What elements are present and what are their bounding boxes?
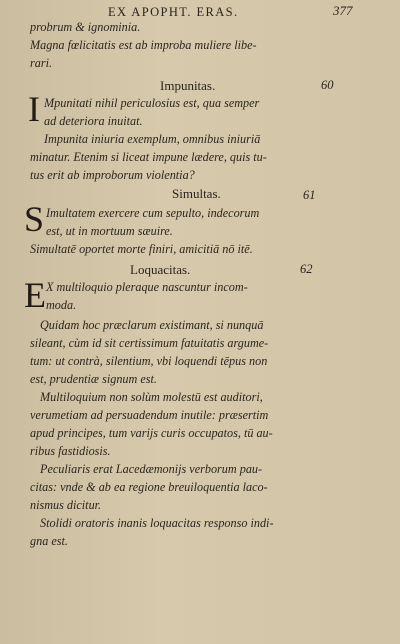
- running-head: EX APOPHT. ERAS.: [108, 5, 239, 19]
- text-line: verumetiam ad persuadendum inutile: præsertim: [30, 408, 269, 422]
- drop-cap: S: [24, 199, 45, 239]
- section-heading: Simultas.: [172, 186, 221, 201]
- text-line: tus erit ab improborum violentia?: [30, 168, 195, 182]
- text-line: Imultatem exercere cum sepulto, indecorum: [46, 206, 260, 220]
- text-line: apud principes, tum varijs curis occupatos, tū au-: [30, 426, 273, 440]
- text-line: Simultatē oportet morte finiri, amicitiā nō itē.: [30, 242, 253, 256]
- text-line: ribus fastidiosis.: [30, 444, 111, 458]
- section-heading: Impunitas.: [160, 78, 216, 93]
- text-line: Magna fœlicitatis est ab improba muliere libe-: [30, 38, 257, 52]
- text-line: tum: ut contrà, silentium, vbi loquendi tēpus non: [30, 354, 268, 368]
- drop-cap: E: [24, 275, 46, 315]
- text-line: X multiloquio pleraque nascuntur incom-: [46, 280, 248, 294]
- text-line: rari.: [30, 56, 53, 70]
- drop-cap: I: [28, 89, 40, 129]
- page-number: 377: [333, 3, 353, 18]
- text-line: citas: vnde & ab ea regione breuiloquentia laco-: [30, 480, 268, 494]
- text-line: Peculiaris erat Lacedæmonijs verborum pau-: [40, 462, 263, 476]
- text-line: minatur. Etenim si liceat impune lædere, quis tu-: [30, 150, 267, 164]
- text-line: est, ut in mortuum sæuire.: [46, 224, 173, 238]
- section-number: 61: [303, 188, 316, 202]
- text-line: Multiloquium non solùm molestū est auditori,: [40, 390, 263, 404]
- page-header: [0, 3, 400, 21]
- text-line: Quidam hoc præclarum existimant, si nunquā: [40, 318, 264, 332]
- text-line: probrum & ignominia.: [30, 20, 141, 34]
- text-line: ad deteriora inuitat.: [44, 114, 143, 128]
- text-line: Mpunitati nihil periculosius est, qua semper: [44, 96, 260, 110]
- section-heading: Loquacitas.: [130, 262, 191, 277]
- text-line: Impunita iniuria exemplum, omnibus iniuriā: [44, 132, 261, 146]
- text-line: est, prudentiæ signum est.: [30, 372, 157, 386]
- text-line: moda.: [46, 298, 77, 312]
- text-line: gna est.: [30, 534, 68, 548]
- section-number: 60: [321, 78, 334, 92]
- section-number: 62: [300, 262, 313, 276]
- text-line: Stolidi oratoris inanis loquacitas responso indi-: [40, 516, 274, 530]
- text-line: nismus dicitur.: [30, 498, 102, 512]
- text-line: sileant, cùm id sit certissimum fatuitatis argume-: [30, 336, 269, 350]
